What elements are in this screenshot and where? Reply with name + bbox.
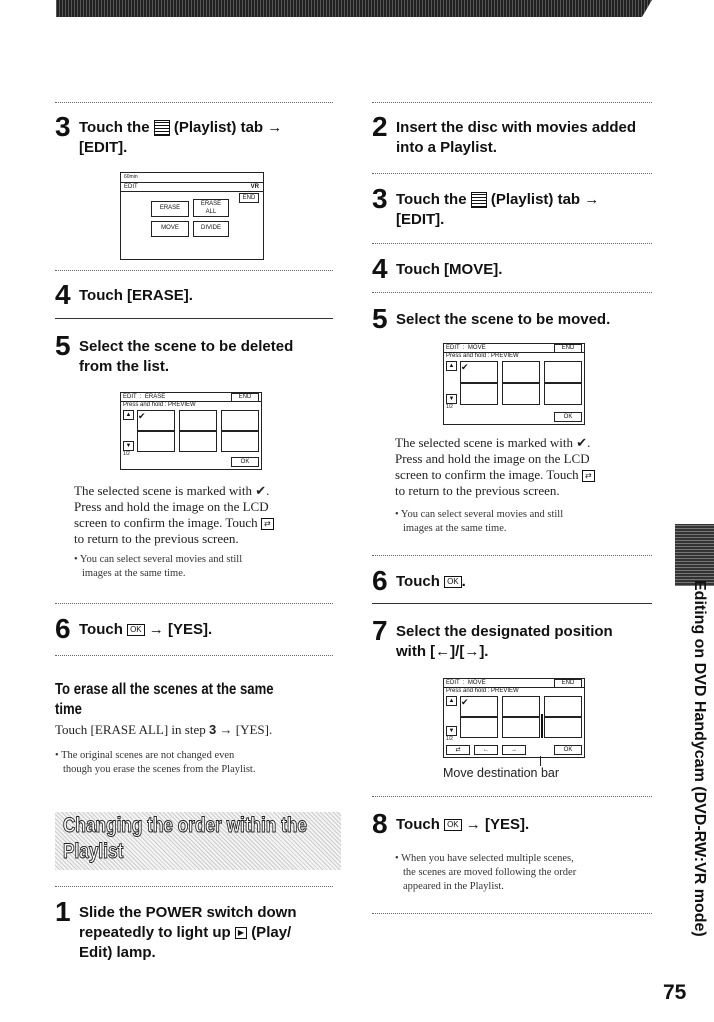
scroll-down-button[interactable]: ▼ [446, 726, 457, 736]
thumbnail[interactable] [179, 410, 217, 431]
thumbnail-selected[interactable] [460, 696, 498, 717]
move-button[interactable]: MOVE [151, 221, 189, 237]
divider [372, 243, 652, 244]
step-4-right: 4 Touch [MOVE]. [372, 253, 503, 284]
step-2-right: 2 Insert the disc with movies added into a Playlist. [372, 111, 637, 156]
thumbnail[interactable] [502, 383, 540, 405]
erase-all-button[interactable]: ERASE ALL [193, 199, 229, 217]
return-icon: ⇄ [261, 518, 274, 530]
note: • You can select several movies and still images at the same time. [74, 554, 243, 579]
step-4-left: 4 Touch [ERASE]. [55, 279, 193, 310]
end-button[interactable]: END [231, 393, 259, 402]
ok-button[interactable]: OK [554, 745, 582, 755]
thumbnail[interactable] [502, 717, 540, 738]
thumbnail[interactable] [544, 383, 582, 405]
divider [55, 270, 333, 271]
ok-button[interactable]: OK [554, 412, 582, 422]
divider [372, 603, 652, 604]
chapter-label: Editing on DVD Handycam (DVD-RW:VR mode) [691, 580, 708, 937]
thumbnail[interactable] [137, 431, 175, 452]
play-edit-icon: ▶ [235, 927, 247, 939]
swap-button[interactable]: ⇄ [446, 745, 470, 755]
erase-button[interactable]: ERASE [151, 201, 189, 217]
thumbnail[interactable] [544, 361, 582, 383]
step-1-left: 1 Slide the POWER switch down repeatedly to light up ▶ (Play/ Edit) lamp. [55, 896, 297, 961]
thumbnail[interactable] [544, 717, 582, 738]
note: • The original scenes are not changed even though you erase the scenes from the Playlist. [55, 750, 256, 775]
divider [372, 796, 652, 797]
thumbnail[interactable] [502, 696, 540, 717]
note: • When you have selected multiple scenes, the scenes are moved following the order appeared in the Playlist. [395, 853, 577, 892]
ok-button[interactable]: OK [231, 457, 259, 467]
thumbnail[interactable] [460, 383, 498, 405]
left-arrow-button[interactable]: ← [474, 745, 498, 755]
thumbnail-selected[interactable] [137, 410, 175, 431]
divider [372, 292, 652, 293]
thumbnail[interactable] [221, 410, 259, 431]
thumbnail[interactable] [221, 431, 259, 452]
end-button[interactable]: END [554, 679, 582, 688]
divider [55, 886, 333, 887]
step-6-left: 6 Touch OK → [YES]. [55, 613, 213, 644]
divide-button[interactable]: DIVIDE [193, 221, 229, 237]
section-heading: To erase all the scenes at the same time [55, 681, 274, 718]
body-text: The selected scene is marked with ✔. Press and hold the image on the LCD screen to confirm the image. Touch ⇄ to return to the previous screen. [74, 483, 344, 547]
divider [55, 603, 333, 604]
step-5-left: 5 Select the scene to be deleted from the list. [55, 330, 294, 375]
end-button[interactable]: END [554, 344, 582, 353]
divider [372, 555, 652, 556]
thumbnail-selected[interactable] [460, 361, 498, 383]
scroll-up-button[interactable]: ▲ [446, 361, 457, 371]
lcd-screen-erase: EDIT : ERASE END Press and hold : PREVIEW ▲ ▼ 1/2 ✔ OK [120, 392, 262, 470]
page-number: 75 [663, 981, 687, 1004]
step-5-right: 5 Select the scene to be moved. [372, 303, 611, 334]
playlist-icon [471, 192, 487, 208]
scroll-down-button[interactable]: ▼ [446, 394, 457, 404]
move-destination-bar-caption: Move destination bar [443, 766, 560, 780]
checkmark-icon: ✔ [138, 411, 146, 421]
divider [55, 655, 333, 656]
thumbnail[interactable] [544, 696, 582, 717]
scroll-up-button[interactable]: ▲ [446, 696, 457, 706]
body-text: The selected scene is marked with ✔. Press and hold the image on the LCD screen to confirm the image. Touch ⇄ to return to the previous screen. [395, 435, 665, 499]
checkmark-icon: ✔ [461, 362, 469, 372]
divider [55, 318, 333, 319]
move-destination-bar [541, 714, 543, 738]
checkmark-icon: ✔ [461, 697, 469, 707]
return-icon: ⇄ [582, 470, 595, 482]
step-8-right: 8 Touch OK → [YES]. [372, 808, 530, 839]
thumbnail[interactable] [179, 431, 217, 452]
header-bar [56, 0, 652, 17]
end-button[interactable]: END [239, 193, 259, 203]
step-3-left: 3 Touch the (Playlist) tab → [EDIT]. [55, 111, 283, 156]
divider [372, 102, 652, 103]
lcd-screen-move: EDIT : MOVE END Press and hold : PREVIEW ▲ ▼ 1/2 ✔ OK [443, 343, 585, 425]
divider [372, 913, 652, 914]
side-tab-marker [675, 524, 714, 586]
lcd-screen-edit-menu: 60min EDIT VR ERASE ERASE ALL END MOVE DIVIDE [120, 172, 264, 260]
step-3-right: 3 Touch the (Playlist) tab → [EDIT]. [372, 183, 600, 228]
thumbnail[interactable] [502, 361, 540, 383]
section-banner: Changing the order within the Playlist [55, 812, 341, 870]
divider [372, 173, 652, 174]
divider [55, 102, 333, 103]
thumbnail[interactable] [460, 717, 498, 738]
playlist-icon [154, 120, 170, 136]
step-6-right: 6 Touch OK . [372, 565, 466, 596]
body-text: Touch [ERASE ALL] in step 3 → [YES]. [55, 722, 273, 737]
scroll-down-button[interactable]: ▼ [123, 441, 134, 451]
lcd-screen-move-destination: EDIT : MOVE END Press and hold : PREVIEW ▲ ▼ 1/2 ✔ ⇄ ← → OK [443, 678, 585, 758]
scroll-up-button[interactable]: ▲ [123, 410, 134, 420]
note: • You can select several movies and still images at the same time. [395, 509, 564, 534]
right-arrow-button[interactable]: → [502, 745, 526, 755]
callout-line [540, 756, 541, 766]
step-7-right: 7 Select the designated position with [←]/[→]. [372, 615, 613, 660]
